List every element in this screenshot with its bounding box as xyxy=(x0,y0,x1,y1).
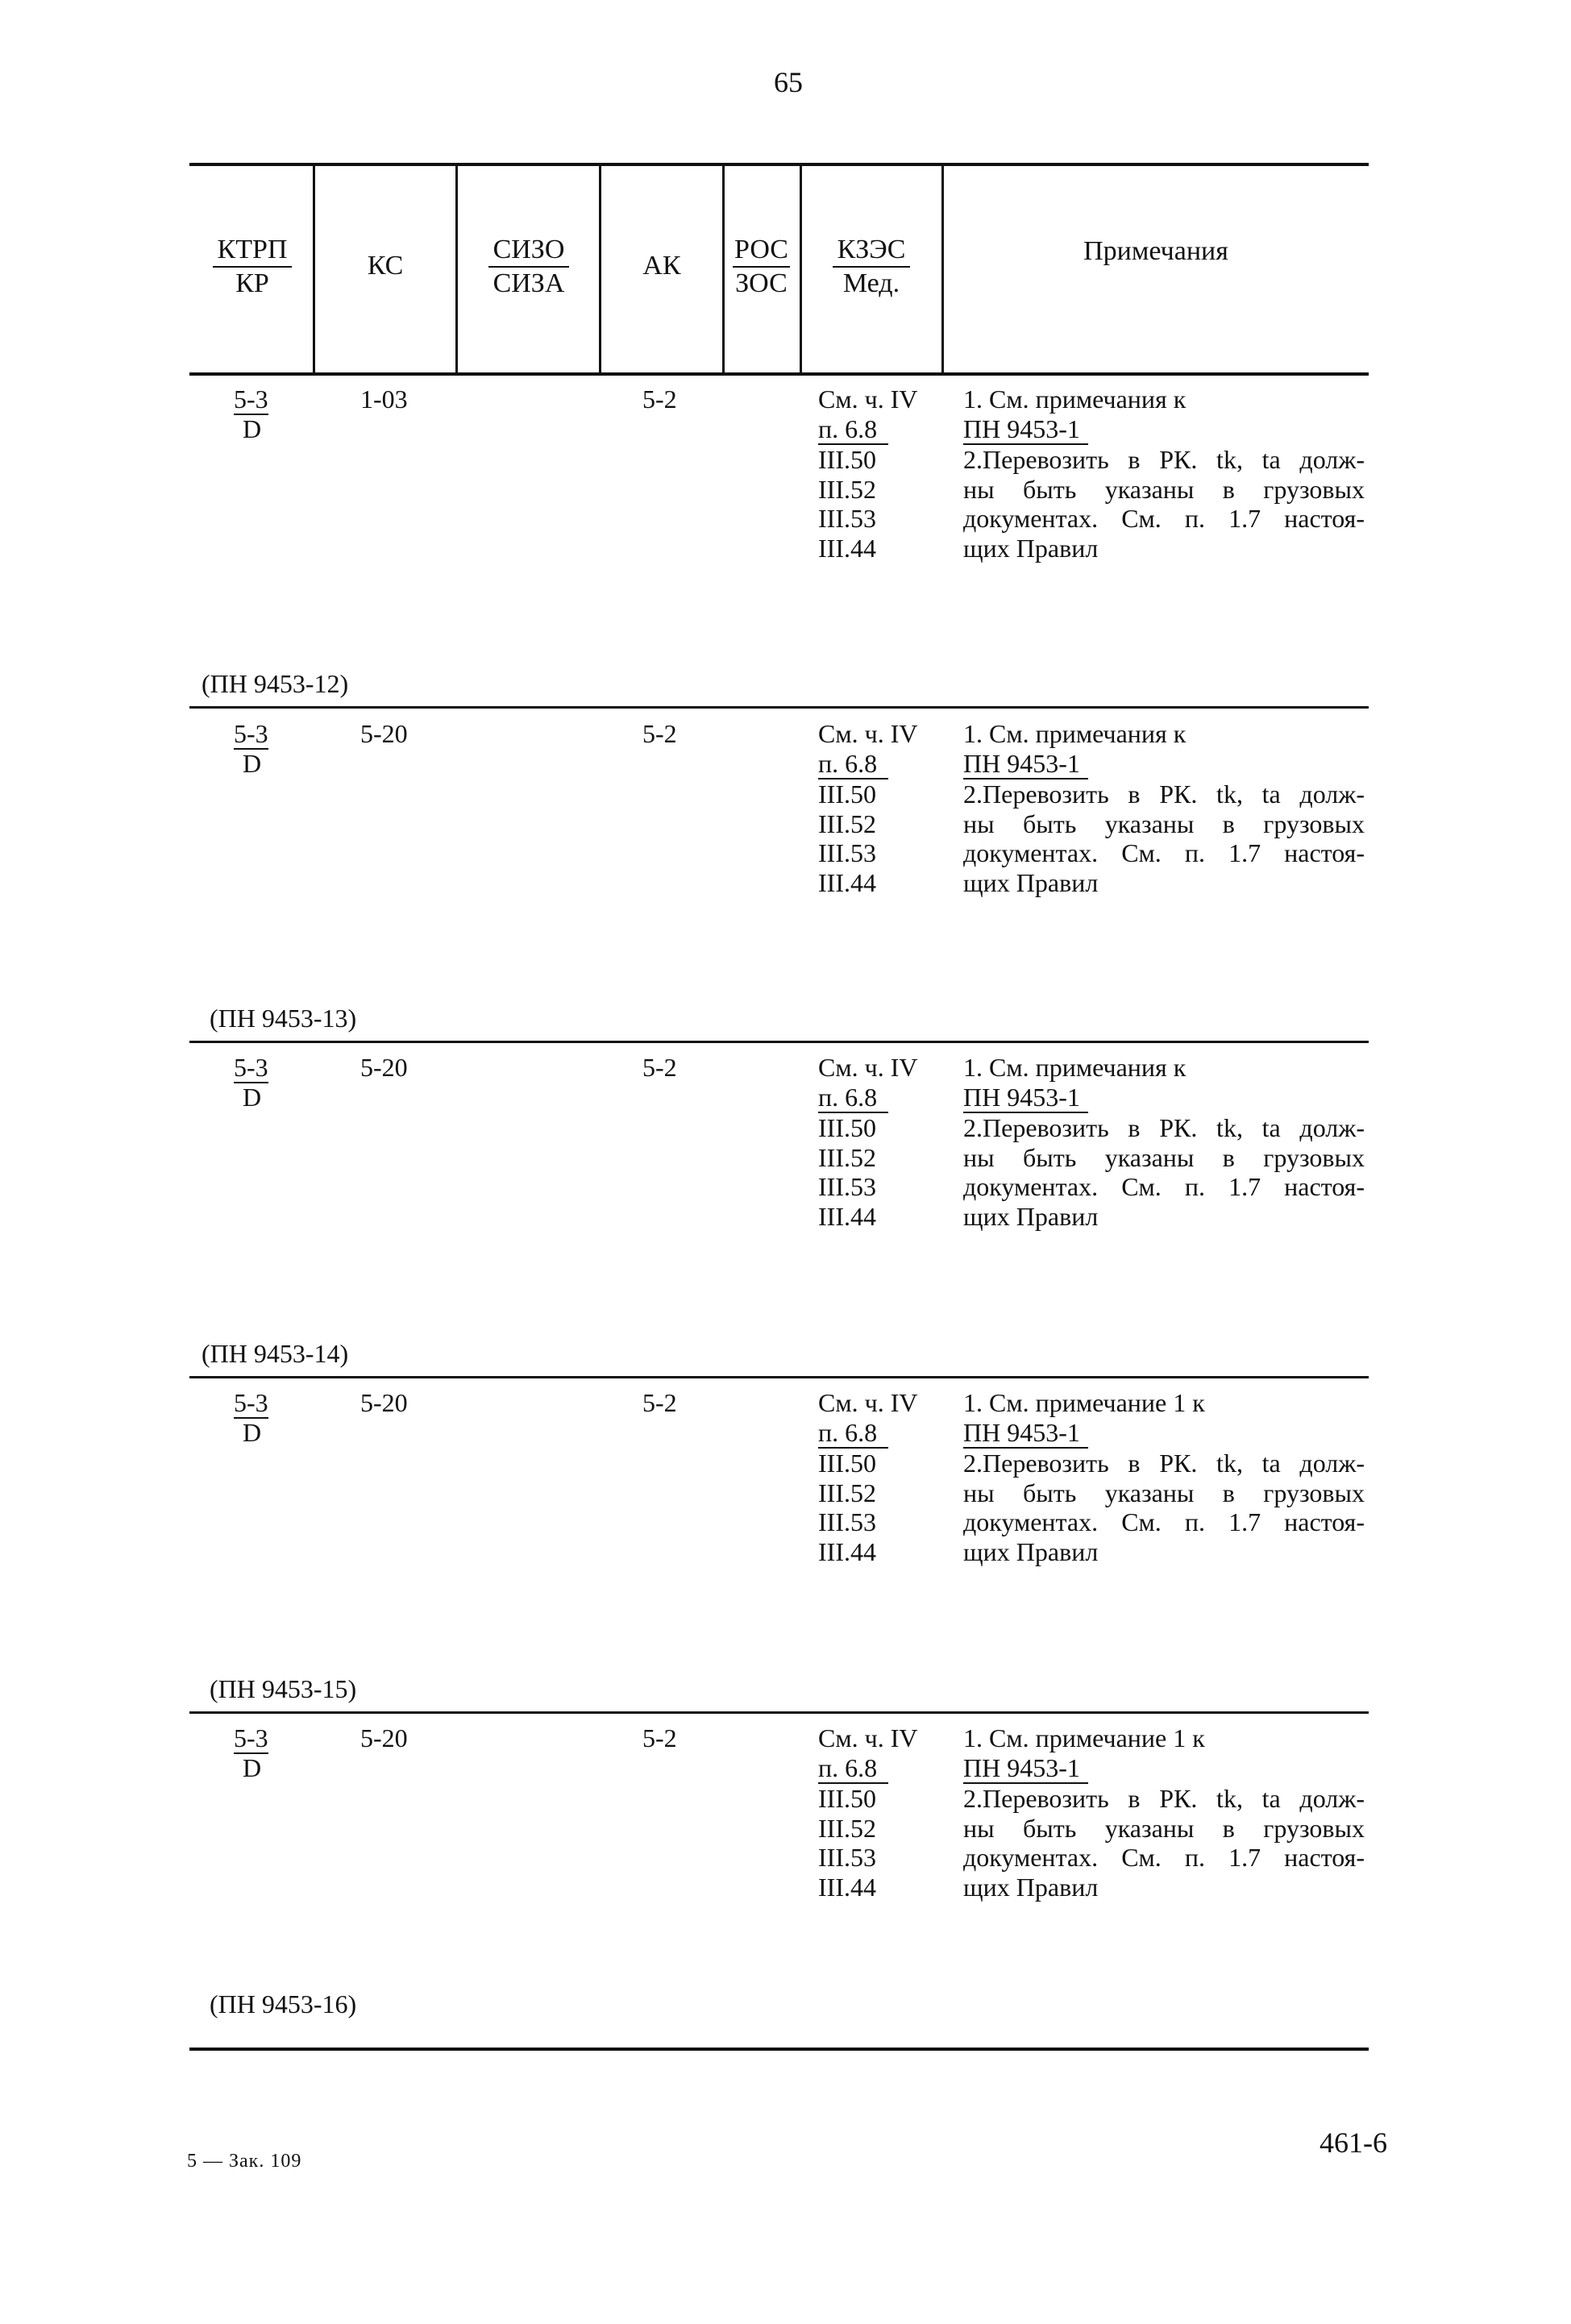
kzes-list: См. ч. IV п. 6.8 III.50 III.52 III.53 III.44 xyxy=(818,719,918,897)
ks-value: 5-20 xyxy=(360,1723,408,1752)
kzes-list: См. ч. IV п. 6.8 III.50 III.52 III.53 III.44 xyxy=(818,1388,918,1566)
table-end-rule xyxy=(189,2048,1369,2051)
kr-value: D xyxy=(243,1418,262,1447)
notes-text: 1. См. примечание 1 к ПН 9453-1 2.Перевозить в РК. tk, ta долж- ны быть указаны в грузовых документах. См. п. 1.7 настоя- щих Правил xyxy=(963,1388,1365,1566)
kzes-list: См. ч. IV п. 6.8 III.50 III.52 III.53 III.44 xyxy=(818,1723,918,1902)
entry-label: (ПН 9453-15) xyxy=(210,1674,357,1703)
header-ks: КС xyxy=(367,251,404,281)
ktrp-value: 5-3 xyxy=(234,1723,268,1752)
notes-text: 1. См. примечание 1 к ПН 9453-1 2.Перевозить в РК. tk, ta долж- ны быть указаны в грузовых документах. См. п. 1.7 настоя- щих Правил xyxy=(963,1723,1365,1902)
ak-value: 5-2 xyxy=(642,719,677,748)
ktrp-value: 5-3 xyxy=(234,1053,268,1082)
header-ros-zos: РОС ЗОС xyxy=(734,235,788,298)
ak-value: 5-2 xyxy=(642,385,677,414)
ks-value: 5-20 xyxy=(360,1053,408,1082)
page-number: 65 xyxy=(774,66,803,98)
entry-separator xyxy=(189,1711,1369,1714)
entry-separator xyxy=(189,706,1369,709)
header-bottom-rule xyxy=(189,372,1369,376)
ktrp-value: 5-3 xyxy=(234,719,268,748)
ks-value: 1-03 xyxy=(360,385,408,414)
kr-value: D xyxy=(243,749,262,778)
entry-label: (ПН 9453-12) xyxy=(202,669,349,698)
kr-value: D xyxy=(243,414,262,443)
entry-label: (ПН 9453-16) xyxy=(210,1989,357,2018)
header-divider xyxy=(455,164,458,374)
entry-label: (ПН 9453-14) xyxy=(202,1339,349,1368)
ak-value: 5-2 xyxy=(642,1723,677,1752)
header-divider xyxy=(599,164,601,374)
kr-value: D xyxy=(243,1753,262,1782)
ak-value: 5-2 xyxy=(642,1388,677,1417)
ktrp-value: 5-3 xyxy=(234,385,268,414)
header-kzes-med: КЗЭС Мед. xyxy=(803,234,940,300)
notes-text: 1. См. примечания к ПН 9453-1 2.Перевозить в РК. tk, ta долж- ны быть указаны в грузовых документах. См. п. 1.7 настоя- щих Правил xyxy=(963,719,1365,897)
footer-page-code: 461-6 xyxy=(1320,2127,1387,2159)
header-notes: Примечания xyxy=(1083,236,1228,266)
ktrp-value: 5-3 xyxy=(234,1388,268,1417)
header-ktrp-kr: КТРП КР xyxy=(193,234,311,300)
notes-text: 1. См. примечания к ПН 9453-1 2.Перевозить в РК. tk, ta долж- ны быть указаны в грузовых документах. См. п. 1.7 настоя- щих Правил xyxy=(963,385,1365,563)
ks-value: 5-20 xyxy=(360,1388,408,1417)
entry-separator xyxy=(189,1376,1369,1378)
kzes-list: См. ч. IV п. 6.8 III.50 III.52 III.53 III.44 xyxy=(818,385,918,563)
header-ak: АК xyxy=(642,251,681,281)
kr-value: D xyxy=(243,1083,262,1112)
header-sizo-siza: СИЗО СИЗА xyxy=(459,234,598,300)
header-divider xyxy=(941,164,944,374)
kzes-list: См. ч. IV п. 6.8 III.50 III.52 III.53 III.44 xyxy=(818,1053,918,1231)
footer-order-ref: 5 — Зак. 109 xyxy=(187,2151,302,2172)
entry-separator xyxy=(189,1041,1369,1043)
ak-value: 5-2 xyxy=(642,1053,677,1082)
notes-text: 1. См. примечания к ПН 9453-1 2.Перевозить в РК. tk, ta долж- ны быть указаны в грузовых документах. См. п. 1.7 настоя- щих Правил xyxy=(963,1053,1365,1231)
header-divider xyxy=(313,164,315,374)
ks-value: 5-20 xyxy=(360,719,408,748)
header-top-rule xyxy=(189,163,1369,166)
entry-label: (ПН 9453-13) xyxy=(210,1004,357,1033)
header-divider xyxy=(800,164,802,374)
